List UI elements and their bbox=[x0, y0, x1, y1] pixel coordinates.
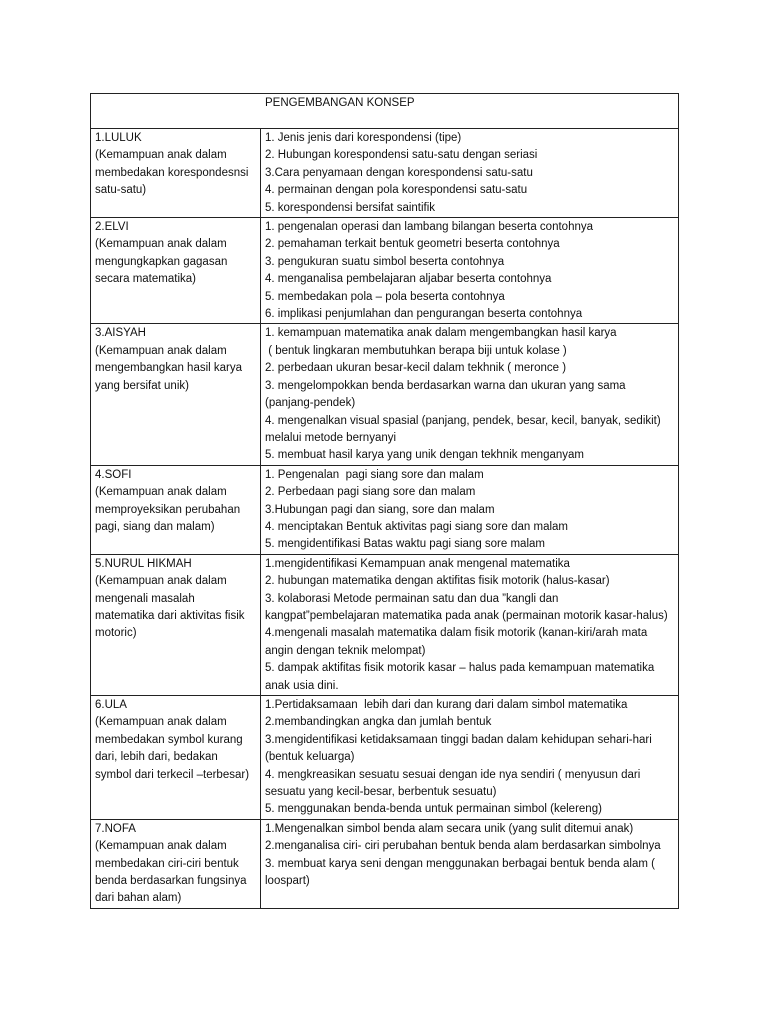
concept-item: 4. permainan dengan pola korespondensi satu-satu bbox=[265, 184, 528, 197]
concept-item: ( bentuk lingkaran membutuhkan berapa biji untuk kolase ) bbox=[265, 344, 567, 357]
concept-item: 1. kemampuan matematika anak dalam mengembangkan hasil karya bbox=[265, 327, 617, 340]
ability-description: (Kemampuan anak dalam membedakan ciri-ciri bentuk benda berdasarkan fungsinya dari bahan alam) bbox=[95, 840, 250, 905]
student-cell bbox=[91, 324, 261, 465]
concept-table bbox=[90, 93, 679, 909]
table-row bbox=[91, 696, 679, 820]
student-name: 2.ELVI bbox=[95, 221, 129, 234]
concept-item: 2.membandingkan angka dan jumlah bentuk bbox=[265, 716, 492, 729]
student-cell bbox=[91, 819, 261, 908]
concept-item: 1.Pertidaksamaan lebih dari dan kurang dari dalam simbol matematika bbox=[265, 699, 628, 711]
table-row bbox=[91, 129, 679, 218]
concept-item: 4. mengkreasikan sesuatu sesuai dengan ide nya sendiri ( menyusun dari sesuatu yang kecil-besar, berbentuk sesuatu) bbox=[265, 768, 644, 799]
concept-item: 2. Perbedaan pagi siang sore dan malam bbox=[265, 486, 476, 499]
concept-item: 3.Hubungan pagi dan siang, sore dan malam bbox=[265, 503, 495, 516]
concept-item: 3. membuat karya seni dengan menggunakan berbagai bentuk benda alam ( loospart) bbox=[265, 857, 659, 888]
student-name: 4.SOFI bbox=[95, 468, 132, 481]
table-title-cell bbox=[91, 94, 679, 129]
concept-list-cell bbox=[261, 819, 679, 908]
concept-item: 3.mengidentifikasi ketidaksamaan tinggi badan dalam kehidupan sehari-hari (bentuk keluarga) bbox=[265, 733, 655, 764]
ability-description: (Kemampuan anak dalam mengembangkan hasil karya yang bersifat unik) bbox=[95, 344, 246, 392]
concept-item: 4. mengenalkan visual spasial (panjang, pendek, besar, kecil, banyak, sedikit) melalui metode bernyanyi bbox=[265, 414, 664, 444]
table-row bbox=[91, 324, 679, 465]
concept-item: 2. pemahaman terkait bentuk geometri beserta contohnya bbox=[265, 238, 560, 251]
student-cell bbox=[91, 218, 261, 324]
concept-list-cell bbox=[261, 696, 679, 820]
student-cell bbox=[91, 465, 261, 554]
table-row bbox=[91, 819, 679, 908]
concept-item: 3.Cara penyamaan dengan korespondensi satu-satu bbox=[265, 166, 533, 179]
concept-item: 2.menganalisa ciri- ciri perubahan bentuk benda alam berdasarkan simbolnya bbox=[265, 840, 661, 853]
ability-description: (Kemampuan anak dalam mengungkapkan gagasan secara matematika) bbox=[95, 238, 231, 286]
concept-item: 2. hubungan matematika dengan aktifitas fisik motorik (halus-kasar) bbox=[265, 575, 610, 588]
concept-item: 5. mengidentifikasi Batas waktu pagi siang sore malam bbox=[265, 538, 545, 551]
concept-item: 5. dampak aktifitas fisik motorik kasar – halus pada kemampuan matematika anak usia dini. bbox=[265, 662, 658, 692]
concept-list-cell bbox=[261, 129, 679, 218]
concept-item: 1. pengenalan operasi dan lambang bilangan beserta contohnya bbox=[265, 221, 594, 234]
concept-list-cell bbox=[261, 554, 679, 695]
concept-item: 5. menggunakan benda-benda untuk permainan simbol (kelereng) bbox=[265, 803, 602, 816]
concept-item: 3. mengelompokkan benda berdasarkan warna dan ukuran yang sama (panjang-pendek) bbox=[265, 379, 629, 410]
concept-list-cell bbox=[261, 324, 679, 465]
concept-item: 1. Jenis jenis dari korespondensi (tipe) bbox=[265, 132, 462, 144]
student-name: 7.NOFA bbox=[95, 822, 136, 835]
ability-description: (Kemampuan anak dalam membedakan korespondesnsi satu-satu) bbox=[95, 149, 252, 197]
table-row bbox=[91, 465, 679, 554]
concept-item: 1.Mengenalkan simbol benda alam secara unik (yang sulit ditemui anak) bbox=[265, 822, 634, 835]
ability-description: (Kemampuan anak dalam memproyeksikan perubahan pagi, siang dan malam) bbox=[95, 486, 244, 533]
student-name: 3.AISYAH bbox=[95, 327, 146, 340]
concept-item: 4.mengenali masalah matematika dalam fisik motorik (kanan-kiri/arah mata angin dengan teknik melompat) bbox=[265, 627, 651, 657]
student-name: 5.NURUL HIKMAH bbox=[95, 557, 192, 570]
student-name: 1.LULUK bbox=[95, 132, 142, 144]
concept-item: 4. menganalisa pembelajaran aljabar beserta contohnya bbox=[265, 273, 552, 286]
ability-description: (Kemampuan anak dalam membedakan symbol kurang dari, lebih dari, bedakan symbol dari terkecil –terbesar) bbox=[95, 716, 250, 781]
concept-item: 5. korespondensi bersifat saintifik bbox=[265, 201, 436, 214]
ability-description: (Kemampuan anak dalam mengenali masalah matematika dari aktivitas fisik motoric) bbox=[95, 575, 248, 640]
concept-list-cell bbox=[261, 218, 679, 324]
concept-item: 1. Pengenalan pagi siang sore dan malam bbox=[265, 468, 484, 481]
student-cell bbox=[91, 696, 261, 820]
concept-item: 2. Hubungan korespondensi satu-satu dengan seriasi bbox=[265, 149, 538, 162]
table-title-row bbox=[91, 94, 679, 129]
concept-item: 5. membuat hasil karya yang unik dengan tekhnik menganyam bbox=[265, 449, 584, 462]
concept-item: 5. membedakan pola – pola beserta contohnya bbox=[265, 290, 505, 303]
concept-item: 2. perbedaan ukuran besar-kecil dalam tekhnik ( meronce ) bbox=[265, 362, 567, 375]
concept-item: 3. kolaborasi Metode permainan satu dan dua ”kangli dan kangpat”pembelajaran matematika pada anak (permainan motorik kasar-halus) bbox=[265, 592, 668, 622]
table-title: PENGEMBANGAN KONSEP bbox=[265, 97, 415, 109]
student-cell bbox=[91, 554, 261, 695]
student-name: 6.ULA bbox=[95, 699, 127, 711]
table-row bbox=[91, 554, 679, 695]
concept-list-cell bbox=[261, 465, 679, 554]
concept-item: 6. implikasi penjumlahan dan pengurangan beserta contohnya bbox=[265, 308, 583, 321]
concept-item: 3. pengukuran suatu simbol beserta contohnya bbox=[265, 255, 505, 268]
table-row bbox=[91, 218, 679, 324]
concept-item: 1.mengidentifikasi Kemampuan anak mengenal matematika bbox=[265, 557, 570, 570]
concept-item: 4. menciptakan Bentuk aktivitas pagi siang sore dan malam bbox=[265, 520, 568, 533]
student-cell bbox=[91, 129, 261, 218]
